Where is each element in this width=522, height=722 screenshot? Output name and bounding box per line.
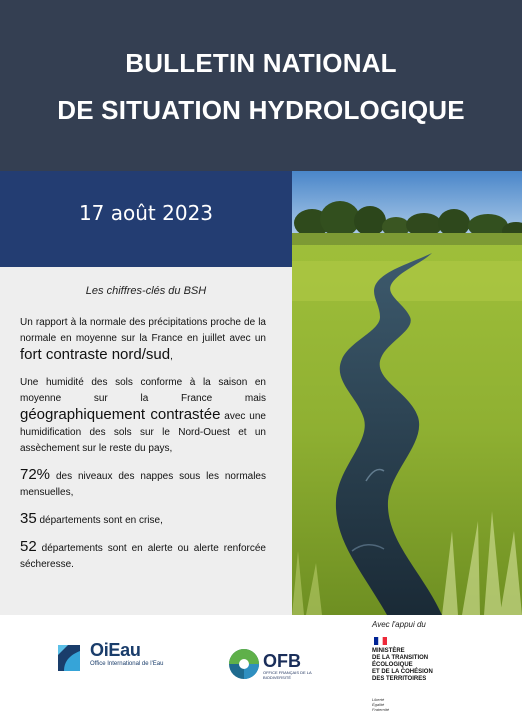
oieau-name: OiEau — [90, 640, 141, 660]
key-figure-soil-moisture — [20, 375, 266, 457]
date-band — [0, 171, 292, 267]
key-figure-alert — [20, 539, 266, 573]
key-figure-text: des niveaux des nappes sous les normales mensuelles, — [20, 471, 266, 498]
ofb-mark-icon — [228, 648, 260, 680]
ministry-line: DES TERRITOIRES — [372, 676, 427, 682]
key-figure-text: départements sont en crise, — [36, 515, 163, 526]
key-figure-number: 35 — [20, 510, 37, 527]
bulletin-date: 17 août 2023 — [78, 201, 214, 225]
key-figures-title: Les chiffres-clés du BSH — [85, 285, 207, 297]
ministry-line: MINISTÈRE — [372, 648, 405, 654]
motto-line: Fraternité — [372, 707, 390, 712]
ofb-subtitle: OFFICE FRANÇAIS DE LA BIODIVERSITÉ — [263, 670, 312, 680]
bulletin-title-line1: BULLETIN NATIONAL — [125, 48, 397, 78]
support-label: Avec l'appui du — [372, 620, 426, 629]
key-figure-text: départements sont en alerte ou alerte renforcée sécheresse. — [20, 543, 266, 570]
ministry-name — [372, 648, 482, 683]
key-figure-text: , — [170, 351, 173, 362]
oieau-subtitle: Office International de l'Eau — [90, 661, 164, 667]
footer-logos — [0, 615, 522, 722]
bulletin-title-line2: DE SITUATION HYDROLOGIQUE — [57, 95, 465, 125]
key-figure-text: Une humidité des sols conforme à la saison en moyenne sur la France mais — [20, 377, 266, 404]
key-figure-number: 52 — [20, 538, 37, 555]
oieau-mark-icon — [56, 641, 86, 673]
ministry-line: ÉCOLOGIQUE — [372, 662, 413, 668]
header-banner — [0, 0, 522, 171]
key-figure-number: 72% — [20, 466, 51, 483]
ministry-line: DE LA TRANSITION — [372, 655, 429, 661]
motto-line: Égalité — [372, 702, 385, 707]
key-figure-emphasis: fort contraste nord/sud — [20, 346, 171, 363]
stream-in-meadow-photo — [292, 171, 522, 615]
motto-line: Liberté — [372, 697, 385, 702]
ofb-logo — [228, 648, 318, 682]
key-figures-panel — [0, 267, 292, 615]
key-figure-groundwater — [20, 467, 266, 501]
ofb-name: OFB — [263, 651, 301, 671]
key-figures-list — [20, 315, 266, 583]
oieau-logo — [56, 641, 166, 679]
key-figure-crisis — [20, 511, 266, 529]
key-figure-emphasis: géographiquement contrastée — [20, 406, 221, 423]
french-flag-icon — [374, 637, 387, 645]
republic-motto — [372, 697, 389, 712]
key-figure-precipitation — [20, 315, 266, 365]
key-figure-text: Un rapport à la normale des précipitations proche de la normale en moyenne sur la France en juillet avec un — [20, 317, 266, 344]
ministry-line: ET DE LA COHÉSION — [372, 669, 433, 675]
key-figure-text: avec une humidification des sols sur le Nord-Ouest et un assèchement sur le reste du pays, — [20, 411, 266, 454]
